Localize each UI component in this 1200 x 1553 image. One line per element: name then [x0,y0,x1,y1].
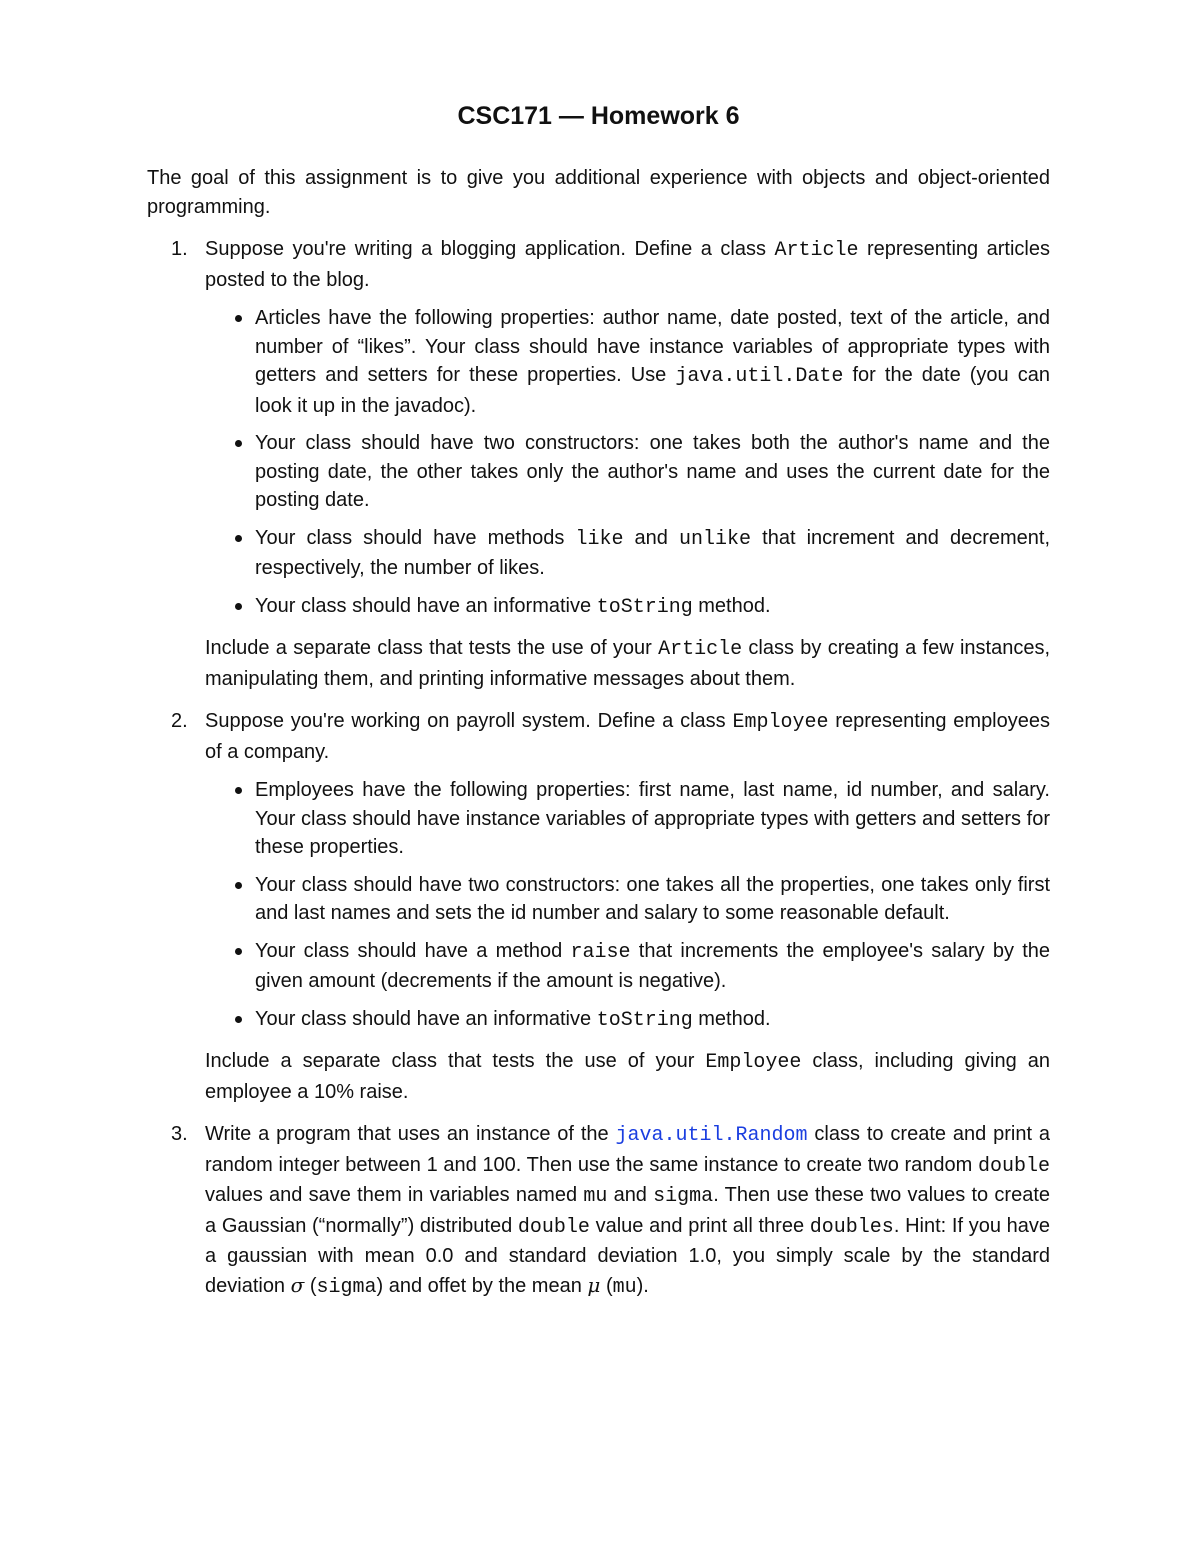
javadoc-link[interactable]: java.util.Random [615,1124,808,1147]
code-variable-name: sigma [316,1275,377,1299]
code-variable-name: sigma [653,1185,714,1208]
problem-list [147,235,1050,1302]
requirement-list [205,776,1050,1035]
requirement-item: Employees have the following properties: first name, last name, id number, and salary. Your class should have instance variables of appropriate types with getters and setters for these properties. [205,776,1050,862]
document-page [147,100,1050,1316]
requirement-item: Your class should have an informative toString method. [205,1005,1050,1036]
problem-text: Write a program that uses an instance of the java.util.Random class to create and print a random integer between 1 and 100. Then use the same instance to create two random double values and save them in variables named mu and sigma. Then use these two values to create a Gaussian (“normally”) distributed double value and print all three doubles. Hint: If you have a gaussian with mean 0.0 and standard deviation 1.0, you simply scale by the standard deviation σ (sigma) and offet by the mean μ (mu). [205,1123,1051,1299]
bullet-icon [235,440,242,447]
problem-lead: Suppose you're working on payroll system. Define a class Employee representing employees of a company. [205,710,1050,763]
code-class-name: Article [774,239,859,262]
code-type-name: doubles [809,1215,894,1239]
bullet-icon [235,882,242,889]
code-type-name: double [977,1154,1050,1178]
problem-2 [147,707,1050,1106]
problem-lead: Suppose you're writing a blogging application. Define a class Article representing articles posted to the blog. [205,238,1050,291]
code-class-name: Employee [705,1051,802,1074]
requirement-item: Articles have the following properties: author name, date posted, text of the article, and number of “likes”. Your class should have instance variables of appropriate types with getters and setters for these properties. Use java.util.Date for the date (you can look it up in the javadoc). [205,304,1050,420]
code-class-name: Employee [732,711,829,734]
requirement-item: Your class should have a method raise that increments the employee's salary by the given amount (decrements if the amount is negative). [205,937,1050,996]
problem-1 [147,235,1050,693]
code-type-name: java.util.Date [675,365,844,388]
problem-3 [147,1120,1050,1302]
problem-number: 3. [171,1123,188,1145]
code-method-name: toString [596,595,693,619]
code-type-name: double [517,1215,590,1239]
code-class-name: Article [658,638,743,661]
bullet-icon [235,315,242,322]
problem-number: 2. [171,710,188,732]
code-variable-name: mu [583,1185,608,1208]
math-mu-symbol: μ [587,1272,601,1297]
code-method-name: raise [570,940,631,964]
problem-closing: Include a separate class that tests the use of your Article class by creating a few instances, manipulating them, and printing informative messages about them. [205,637,1050,690]
code-method-name: unlike [679,527,752,551]
problem-closing: Include a separate class that tests the use of your Employee class, including giving an employee a 10% raise. [205,1050,1051,1103]
document-title: CSC171 — Homework 6 [457,102,740,130]
bullet-icon [235,535,242,542]
code-method-name: toString [596,1008,693,1032]
bullet-icon [235,948,242,955]
code-variable-name: mu [612,1275,637,1299]
requirement-item: Your class should have two constructors: one takes all the properties, one takes only first and last names and sets the id number and salary to some reasonable default. [205,871,1050,928]
requirement-item: Your class should have methods like and unlike that increment and decrement, respectively, the number of likes. [205,524,1050,583]
requirement-item: Your class should have two constructors: one takes both the author's name and the posting date, the other takes only the author's name and uses the current date for the posting date. [205,429,1050,515]
problem-number: 1. [171,238,188,260]
code-method-name: like [575,527,624,551]
requirement-item: Your class should have an informative toString method. [205,592,1050,623]
intro-paragraph: The goal of this assignment is to give you additional experience with objects and object-oriented programming. [147,167,1050,218]
bullet-icon [235,603,242,610]
bullet-icon [235,1016,242,1023]
bullet-icon [235,787,242,794]
math-sigma-symbol: σ [290,1272,305,1297]
requirement-list [205,304,1050,622]
